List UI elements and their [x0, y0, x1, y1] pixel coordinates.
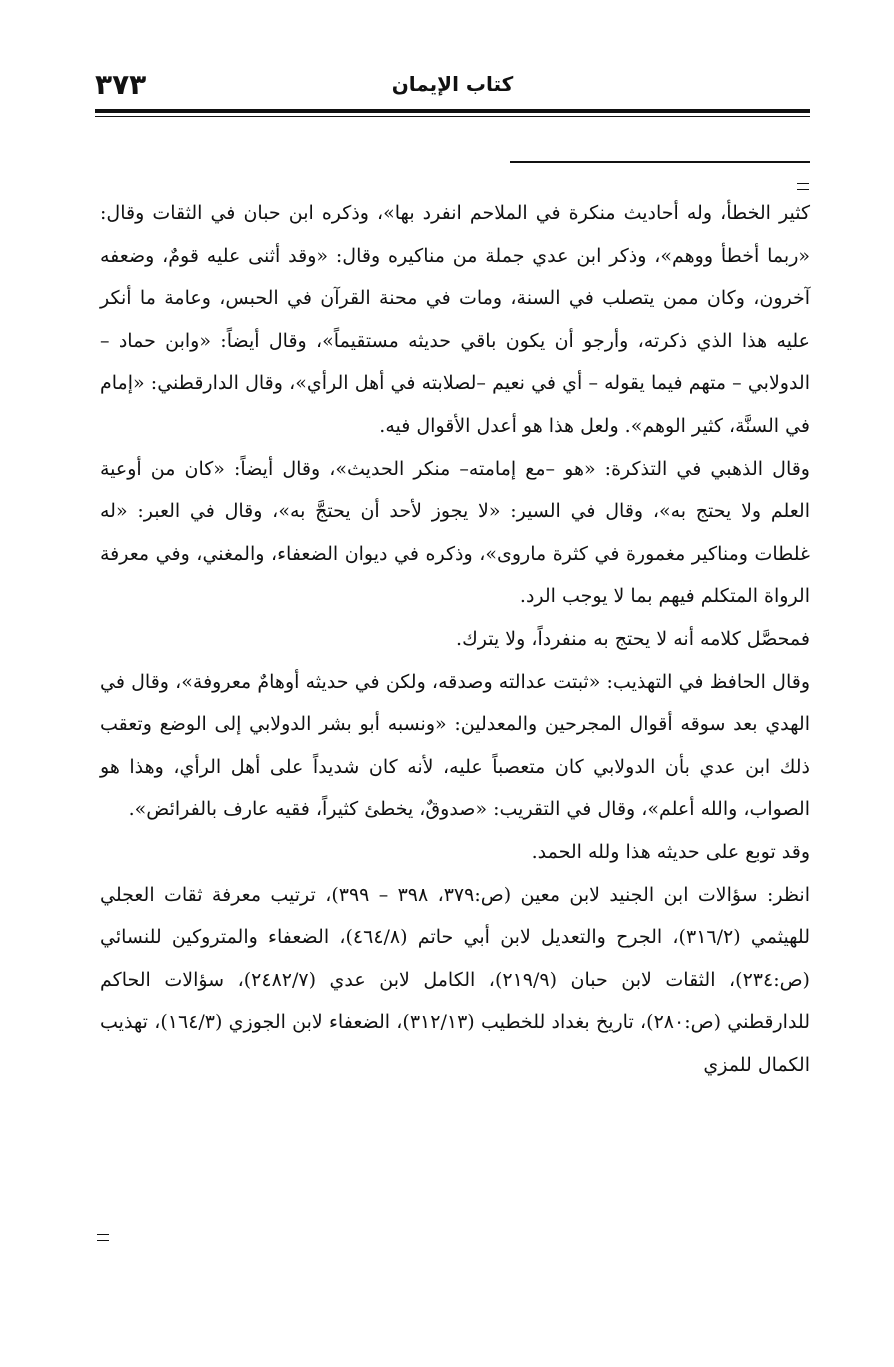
footnote-body: [100, 192, 810, 1086]
paragraph: فمحصَّل كلامه أنه لا يحتج به منفرداً، ولا يترك.: [456, 627, 810, 650]
continuation-mark-bottom: [97, 1234, 109, 1241]
paragraph: انظر: سؤالات ابن الجنيد لابن معين (ص:٣٧٩، ٣٩٨ – ٣٩٩)، ترتيب معرفة ثقات العجلي للهيثمي (٣١٦/٢)، الجرح والتعديل لابن أبي حاتم (٤٦٤/٨)، الضعفاء والمتروكين للنسائي (ص:٢٣٤)، الثقات لابن حبان (٢١٩/٩)، الكامل لابن عدي (٢٤٨٢/٧)، سؤالات الحاكم للدارقطني (ص:٢٨٠)، تاريخ بغداد للخطيب (٣١٢/١٣)، الضعفاء لابن الجوزي (١٦٤/٣)، تهذيب الكمال للمزي: [100, 883, 811, 1076]
page-number: ٣٧٣: [95, 68, 147, 101]
header-rule-thick: [95, 109, 810, 113]
running-title: كتاب الإيمان: [391, 72, 514, 96]
paragraph: وقال الذهبي في التذكرة: «هو –مع إمامته– منكر الحديث»، وقال أيضاً: «كان من أوعية العلم ولا يحتج به»، وقال في السير: «لا يجوز لأحد أن يحتجَّ به»، وقال في العبر: «له غلطات ومناكير مغمورة في كثرة ماروى»، وذكره في ديوان الضعفاء، والمغني، وفي معرفة الرواة المتكلم فيهم بما لا يوجب الرد.: [100, 457, 810, 608]
paragraph: وقال الحافظ في التهذيب: «ثبتت عدالته وصدقه، ولكن في حديثه أوهامٌ معروفة»، وقال في الهدي بعد سوقه أقوال المجرحين والمعدلين: «ونسبه أبو بشر الدولابي إلى الوضع وتعقب ذلك ابن عدي بأن الدولابي كان متعصباً عليه، لأنه كان شديداً على أهل الرأي، وهذا هو الصواب، والله أعلم»، وقال في التقريب: «صدوقٌ، يخطئ كثيراً، فقيه عارف بالفرائض».: [100, 670, 810, 821]
header-rule-thin: [95, 116, 810, 117]
footnote-separator: [510, 161, 810, 163]
continuation-mark-top: [797, 183, 809, 190]
paragraph: كثير الخطأ، وله أحاديث منكرة في الملاحم انفرد بها»، وذكره ابن حبان في الثقات وقال: «ربما أخطأ ووهم»، وذكر ابن عدي جملة من مناكيره وقال: «وقد أثنى عليه قومٌ، وضعفه آخرون، وكان ممن يتصلب في السنة، ومات في محنة القرآن في الحبس، وعامة ما أنكر عليه هذا الذي ذكرته، وأرجو أن يكون باقي حديثه مستقيماً»، وقال أيضاً: «وابن حماد – الدولابي – متهم فيما يقوله – أي في نعيم –لصلابته في أهل الرأي»، وقال الدارقطني: «إمام في السنَّة، كثير الوهم». ولعل هذا هو أعدل الأقوال فيه.: [100, 202, 810, 437]
paragraph: وقد توبع على حديثه هذا ولله الحمد.: [531, 840, 810, 863]
